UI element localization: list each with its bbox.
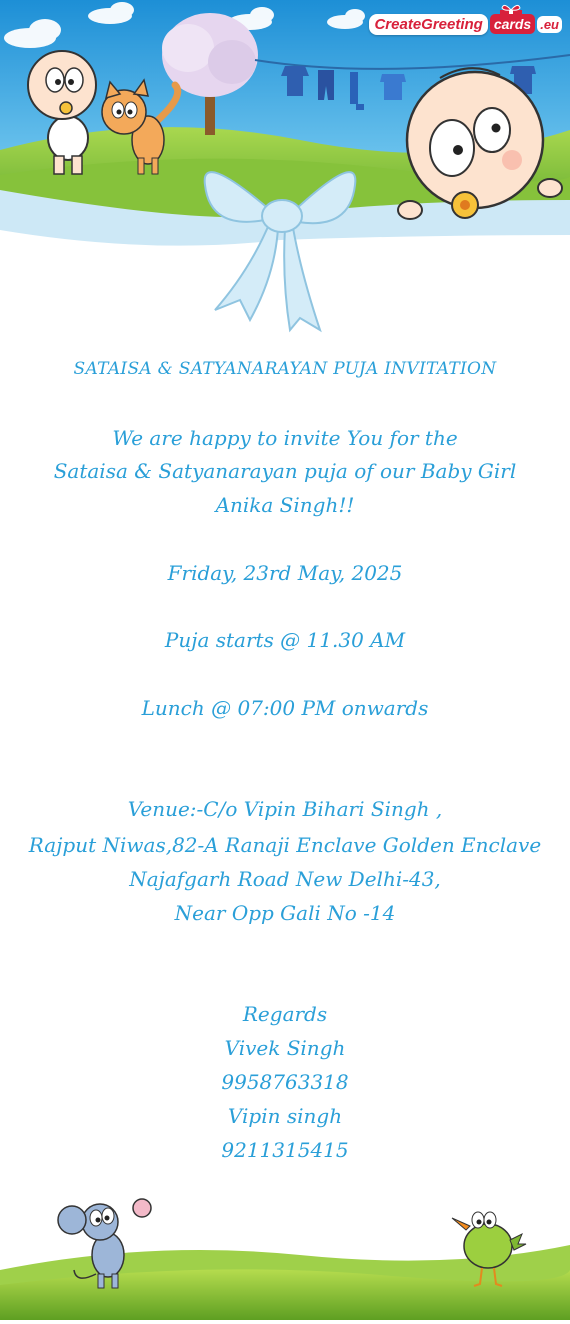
host-1-name: Vivek Singh	[224, 1036, 346, 1060]
intro-line-1: We are happy to invite You for the	[112, 426, 458, 450]
host-1-phone: 9958763318	[221, 1070, 349, 1094]
venue-line-2: Rajput Niwas,82-A Ranaji Enclave Golden Enclave	[28, 833, 542, 857]
intro-line-2: Sataisa & Satyanarayan puja of our Baby Girl	[53, 459, 517, 483]
header-scene	[0, 0, 570, 340]
intro-line-3: Anika Singh!!	[215, 493, 355, 517]
brand-logo[interactable]	[369, 6, 562, 42]
logo-brand-text: CreateGreeting	[369, 14, 487, 35]
lunch-time: Lunch @ 07:00 PM onwards	[141, 696, 429, 720]
host-2-name: Vipin singh	[227, 1104, 343, 1128]
header-illustration	[0, 0, 570, 340]
logo-tld-text: .eu	[537, 16, 562, 33]
logo-cards-text: cards	[490, 14, 535, 34]
puja-time: Puja starts @ 11.30 AM	[164, 628, 406, 652]
venue-line-4: Near Opp Gali No -14	[174, 901, 396, 925]
event-date: Friday, 23rd May, 2025	[167, 561, 403, 585]
regards-label: Regards	[242, 1002, 328, 1026]
footer-scene	[0, 1180, 570, 1320]
invitation-title: SATAISA & SATYANARAYAN PUJA INVITATION	[73, 359, 497, 379]
footer-illustration	[0, 1180, 570, 1320]
venue-line-3: Najafgarh Road New Delhi-43,	[129, 867, 441, 891]
venue-line-1: Venue:-C/o Vipin Bihari Singh ,	[127, 797, 443, 821]
host-2-phone: 9211315415	[221, 1138, 349, 1162]
